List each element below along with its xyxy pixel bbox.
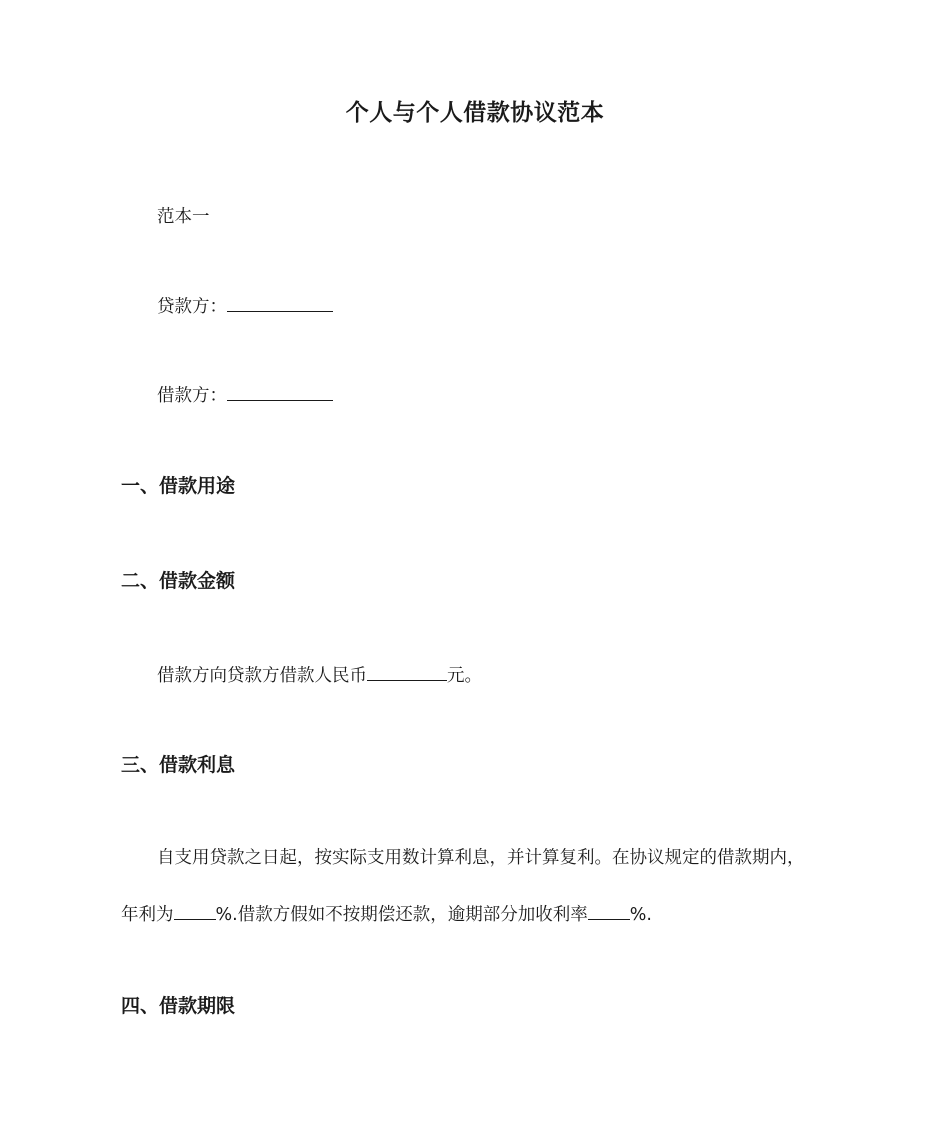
annual-rate-label: 年利为 [121,905,174,925]
section-heading-term: 四、借款期限 [121,995,236,1017]
amount-blank [367,663,447,681]
annual-rate-blank [174,902,216,920]
section-heading-interest: 三、借款利息 [121,754,236,776]
page-title: 个人与个人借款协议范本 [345,100,605,126]
version-label: 范本一 [157,207,210,227]
lender-label: 贷款方： [157,297,227,317]
overdue-rate-suffix: %. [629,905,652,925]
amount-text-suffix: 元。 [447,666,482,686]
borrower-label: 借款方： [157,386,227,406]
amount-paragraph [157,663,482,688]
section-heading-purpose: 一、借款用途 [121,475,236,497]
section-heading-amount: 二、借款金额 [121,570,236,592]
interest-paragraph-line1: 自支用贷款之日起，按实际支用数计算利息，并计算复利。在协议规定的借款期内， [157,848,805,868]
amount-text-prefix: 借款方向贷款方借款人民币 [157,666,367,686]
lender-blank [227,294,333,312]
borrower-line [157,383,333,408]
interest-paragraph-line2 [121,902,652,927]
borrower-blank [227,383,333,401]
overdue-text: %.借款方假如不按期偿还款，逾期部分加收利率 [215,905,588,925]
lender-line [157,294,333,319]
overdue-rate-blank [588,902,630,920]
